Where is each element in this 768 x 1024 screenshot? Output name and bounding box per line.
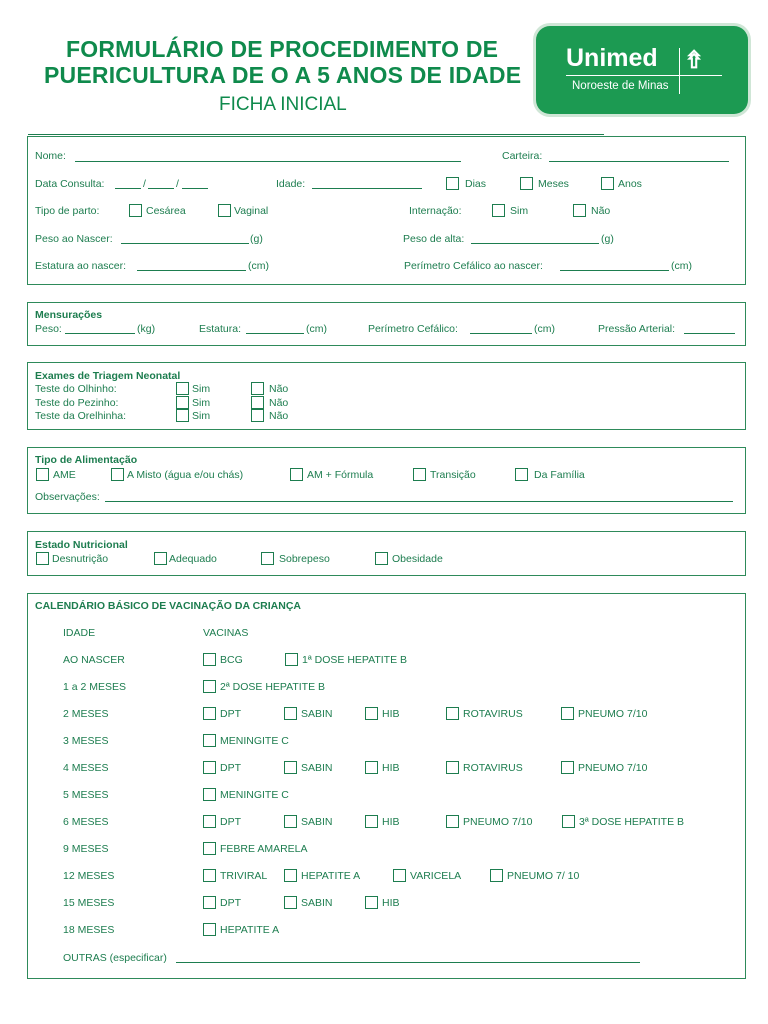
vaccine-age-label: 18 MESES (63, 924, 115, 936)
a-misto-label: A Misto (água e/ou chás) (127, 469, 244, 481)
peso-nascer-label: Peso ao Nascer: (35, 233, 113, 245)
alimentacao-title: Tipo de Alimentação (35, 454, 138, 466)
vaccine-checkbox[interactable] (284, 896, 297, 909)
data-consulta-label: Data Consulta: (35, 178, 105, 190)
vaginal-checkbox[interactable] (218, 204, 231, 217)
vaccine-checkbox[interactable] (203, 707, 216, 720)
orelhinha-nao-checkbox[interactable] (251, 409, 264, 422)
pezinho-nao-label: Não (269, 397, 289, 409)
col-idade-header: IDADE (63, 627, 96, 639)
vaccine-age-label: 1 a 2 MESES (63, 681, 127, 693)
internacao-sim-label: Sim (510, 205, 529, 217)
form-title-line2: PUERICULTURA DE O A 5 ANOS DE IDADE (44, 62, 522, 88)
vaccine-label: HEPATITE A (220, 924, 280, 936)
peso-unit: (kg) (137, 323, 156, 335)
vaccine-checkbox[interactable] (203, 923, 216, 936)
nutricional-title: Estado Nutricional (35, 539, 128, 551)
vaccine-checkbox[interactable] (203, 653, 216, 666)
vaccine-label: PNEUMO 7/ 10 (507, 870, 580, 882)
logo-rule (566, 75, 722, 76)
da-familia-checkbox[interactable] (515, 468, 528, 481)
vaccine-checkbox[interactable] (446, 815, 459, 828)
outras-label: OUTRAS (especificar) (63, 952, 167, 964)
vaccine-checkbox[interactable] (393, 869, 406, 882)
peso-alta-unit: (g) (601, 233, 614, 245)
peso-field[interactable] (65, 333, 135, 334)
transicao-label: Transição (430, 469, 476, 481)
teste-orelhinha-label: Teste da Orelhinha: (35, 410, 127, 422)
peso-alta-field[interactable] (471, 243, 599, 244)
ame-checkbox[interactable] (36, 468, 49, 481)
triagem-title: Exames de Triagem Neonatal (35, 370, 181, 382)
observacoes-label: Observações: (35, 491, 100, 503)
perimetro-field[interactable] (470, 333, 532, 334)
vaccine-label: SABIN (301, 816, 333, 828)
peso-nascer-field[interactable] (121, 243, 249, 244)
vaccine-label: TRIVIRAL (220, 870, 268, 882)
tipo-parto-label: Tipo de parto: (35, 205, 100, 217)
vaccine-checkbox[interactable] (203, 869, 216, 882)
desnutricao-checkbox[interactable] (36, 552, 49, 565)
teste-olhinho-label: Teste do Olhinho: (35, 383, 117, 395)
adequado-label: Adequado (169, 553, 217, 565)
estatura-label: Estatura: (199, 323, 242, 335)
vaccine-label: BCG (220, 654, 243, 666)
vaccine-label: HIB (382, 816, 400, 828)
vaginal-label: Vaginal (234, 205, 269, 217)
idade-field[interactable] (312, 188, 422, 189)
vaccine-age-label: 4 MESES (63, 762, 109, 774)
olhinho-sim-checkbox[interactable] (176, 382, 189, 395)
vaccine-label: 1ª DOSE HEPATITE B (302, 654, 408, 666)
vaccine-age-label: 15 MESES (63, 897, 115, 909)
orelhinha-nao-label: Não (269, 410, 289, 422)
obesidade-label: Obesidade (392, 553, 443, 565)
observacoes-field[interactable] (105, 501, 733, 502)
vaccine-label: DPT (220, 762, 241, 774)
vacinacao-section (27, 593, 746, 979)
estatura-nascer-field[interactable] (137, 270, 246, 271)
vaccine-checkbox[interactable] (365, 896, 378, 909)
perimetro-label: Perímetro Cefálico: (368, 323, 458, 335)
internacao-nao-label: Não (591, 205, 611, 217)
vaccine-checkbox[interactable] (284, 869, 297, 882)
vaccine-checkbox[interactable] (365, 815, 378, 828)
vaccine-label: VARICELA (410, 870, 462, 882)
vaccine-checkbox[interactable] (446, 707, 459, 720)
vaccine-checkbox[interactable] (562, 815, 575, 828)
idade-label: Idade: (276, 178, 306, 190)
vaccine-label: HEPATITE A (301, 870, 361, 882)
pezinho-sim-checkbox[interactable] (176, 396, 189, 409)
vaccine-age-label: 6 MESES (63, 816, 109, 828)
vaccine-age-label: 2 MESES (63, 708, 109, 720)
vaccine-label: FEBRE AMARELA (220, 843, 308, 855)
olhinho-nao-checkbox[interactable] (251, 382, 264, 395)
vaccine-label: MENINGITE C (220, 735, 289, 747)
anos-checkbox[interactable] (601, 177, 614, 190)
vaccine-checkbox[interactable] (284, 707, 297, 720)
vaccine-label: HIB (382, 897, 400, 909)
form-title-line1: FORMULÁRIO DE PROCEDIMENTO DE (66, 36, 499, 62)
olhinho-sim-label: Sim (192, 383, 211, 395)
pressao-field[interactable] (684, 333, 735, 334)
olhinho-nao-label: Não (269, 383, 289, 395)
teste-pezinho-label: Teste do Pezinho: (35, 397, 119, 409)
date-sep-1: / (143, 178, 146, 190)
vaccine-checkbox[interactable] (284, 815, 297, 828)
peso-label: Peso: (35, 323, 62, 335)
vaccine-checkbox[interactable] (203, 842, 216, 855)
header-rule (28, 134, 604, 135)
cesarea-checkbox[interactable] (129, 204, 142, 217)
nome-label: Nome: (35, 150, 66, 162)
estatura-unit: (cm) (306, 323, 327, 335)
anos-label: Anos (618, 178, 642, 190)
internacao-sim-checkbox[interactable] (492, 204, 505, 217)
dias-label: Dias (465, 178, 487, 190)
internacao-nao-checkbox[interactable] (573, 204, 586, 217)
estatura-nascer-unit: (cm) (248, 260, 269, 272)
obesidade-checkbox[interactable] (375, 552, 388, 565)
pezinho-nao-checkbox[interactable] (251, 396, 264, 409)
vaccine-label: ROTAVIRUS (463, 708, 523, 720)
vaccine-label: HIB (382, 708, 400, 720)
perimetro-unit: (cm) (534, 323, 555, 335)
logo-divider (679, 48, 680, 94)
meses-checkbox[interactable] (520, 177, 533, 190)
vaccine-label: ROTAVIRUS (463, 762, 523, 774)
vaccine-checkbox[interactable] (446, 761, 459, 774)
data-ano-field[interactable] (182, 188, 208, 189)
cesarea-label: Cesárea (146, 205, 186, 217)
vaccine-checkbox[interactable] (203, 815, 216, 828)
vaccine-checkbox[interactable] (561, 761, 574, 774)
vaccine-label: PNEUMO 7/10 (463, 816, 533, 828)
nome-field[interactable] (75, 161, 461, 162)
carteira-label: Carteira: (502, 150, 543, 162)
data-mes-field[interactable] (148, 188, 174, 189)
pezinho-sim-label: Sim (192, 397, 211, 409)
vaccine-checkbox[interactable] (561, 707, 574, 720)
vaccine-checkbox[interactable] (203, 896, 216, 909)
vaccine-label: SABIN (301, 708, 333, 720)
logo-name: Unimed (566, 44, 658, 72)
am-formula-label: AM + Fórmula (307, 469, 374, 481)
vaccine-checkbox[interactable] (203, 680, 216, 693)
data-dia-field[interactable] (115, 188, 141, 189)
vacinacao-title: CALENDÁRIO BÁSICO DE VACINAÇÃO DA CRIANÇA (35, 600, 302, 612)
vaccine-label: SABIN (301, 762, 333, 774)
col-vacinas-header: VACINAS (203, 627, 249, 639)
unimed-tree-icon: ⇮ (684, 47, 705, 74)
vaccine-label: MENINGITE C (220, 789, 289, 801)
sobrepeso-checkbox[interactable] (261, 552, 274, 565)
dias-checkbox[interactable] (446, 177, 459, 190)
da-familia-label: Da Família (534, 469, 585, 481)
sobrepeso-label: Sobrepeso (279, 553, 330, 565)
vaccine-age-label: 9 MESES (63, 843, 109, 855)
logo-region: Noroeste de Minas (572, 80, 669, 92)
vaccine-age-label: 12 MESES (63, 870, 115, 882)
vaccine-label: DPT (220, 708, 241, 720)
adequado-checkbox[interactable] (154, 552, 167, 565)
transicao-checkbox[interactable] (413, 468, 426, 481)
vaccine-checkbox[interactable] (284, 761, 297, 774)
mensuracoes-title: Mensurações (35, 309, 103, 321)
a-misto-checkbox[interactable] (111, 468, 124, 481)
vaccine-label: 3ª DOSE HEPATITE B (579, 816, 685, 828)
perimetro-nascer-field[interactable] (560, 270, 669, 271)
pressao-label: Pressão Arterial: (598, 323, 676, 335)
vaccine-checkbox[interactable] (365, 761, 378, 774)
carteira-field[interactable] (549, 161, 729, 162)
vaccine-checkbox[interactable] (365, 707, 378, 720)
vaccine-label: DPT (220, 816, 241, 828)
date-sep-2: / (176, 178, 179, 190)
meses-label: Meses (538, 178, 569, 190)
vaccine-checkbox[interactable] (203, 788, 216, 801)
vaccine-label: HIB (382, 762, 400, 774)
vaccine-age-label: 3 MESES (63, 735, 109, 747)
vaccine-checkbox[interactable] (285, 653, 298, 666)
estatura-field[interactable] (246, 333, 304, 334)
vaccine-label: PNEUMO 7/10 (578, 708, 648, 720)
internacao-label: Internação: (409, 205, 462, 217)
peso-nascer-unit: (g) (250, 233, 263, 245)
outras-field[interactable] (176, 962, 640, 963)
vaccine-checkbox[interactable] (203, 734, 216, 747)
vaccine-checkbox[interactable] (203, 761, 216, 774)
form-subtitle: FICHA INICIAL (219, 94, 347, 115)
vaccine-label: 2ª DOSE HEPATITE B (220, 681, 326, 693)
perimetro-nascer-unit: (cm) (671, 260, 692, 272)
vaccine-label: SABIN (301, 897, 333, 909)
perimetro-nascer-label: Perímetro Cefálico ao nascer: (404, 260, 543, 272)
estatura-nascer-label: Estatura ao nascer: (35, 260, 127, 272)
desnutricao-label: Desnutrição (52, 553, 109, 565)
vaccine-label: PNEUMO 7/10 (578, 762, 648, 774)
orelhinha-sim-checkbox[interactable] (176, 409, 189, 422)
vaccine-age-label: AO NASCER (63, 654, 125, 666)
orelhinha-sim-label: Sim (192, 410, 211, 422)
am-formula-checkbox[interactable] (290, 468, 303, 481)
vaccine-checkbox[interactable] (490, 869, 503, 882)
vaccine-age-label: 5 MESES (63, 789, 109, 801)
peso-alta-label: Peso de alta: (403, 233, 465, 245)
vaccine-label: DPT (220, 897, 241, 909)
ame-label: AME (53, 469, 76, 481)
